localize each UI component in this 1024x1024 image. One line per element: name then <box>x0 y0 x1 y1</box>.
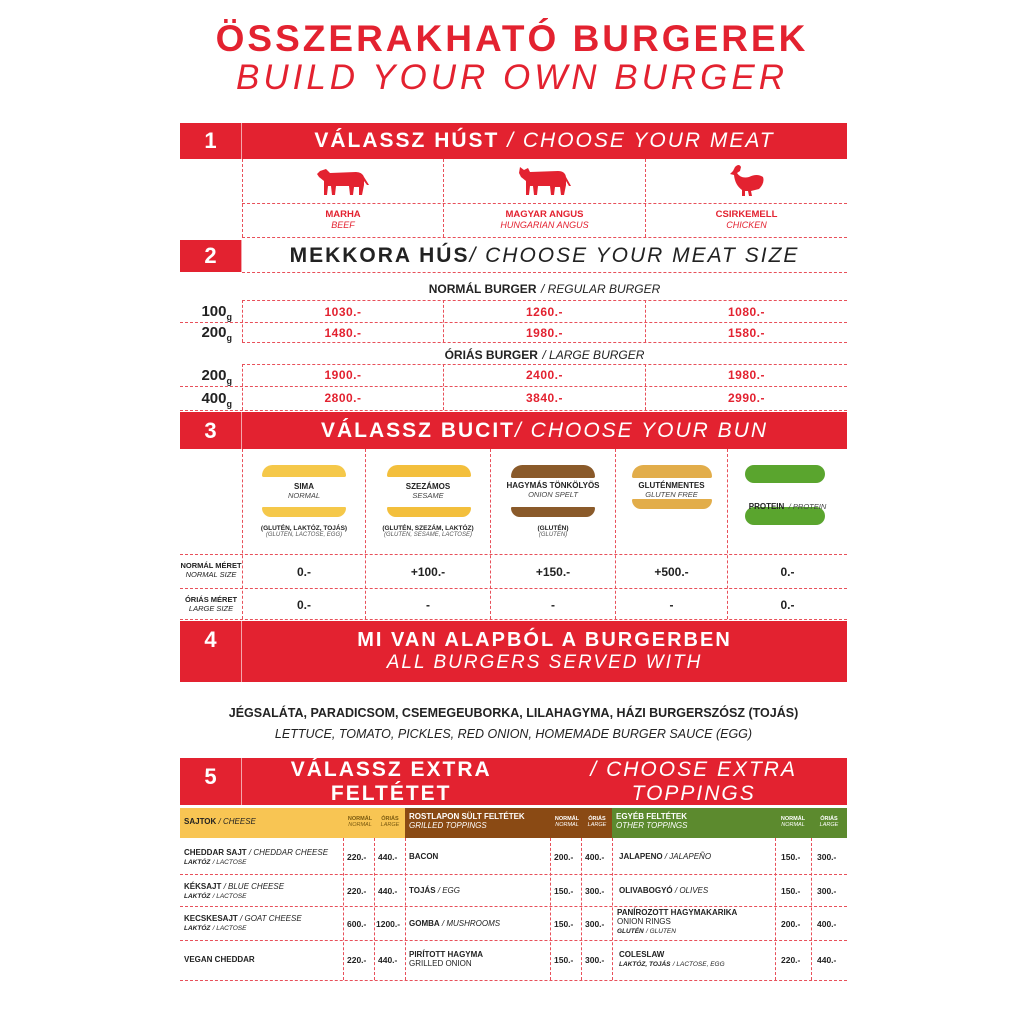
topping-item: BACON <box>409 852 439 861</box>
topping-price: 400.- <box>585 852 605 862</box>
topping-price: 600.- <box>347 919 367 929</box>
cow-icon <box>243 163 443 202</box>
bun-name: SIMA <box>294 482 314 491</box>
meat-name: MARHA <box>325 209 361 220</box>
lettuce-icon <box>745 465 825 525</box>
bun-price: 0.- <box>296 565 311 579</box>
step-title-hu: VÁLASSZ EXTRA FELTÉTET <box>290 757 492 805</box>
bull-icon <box>444 163 645 202</box>
topping-price: 220.- <box>347 955 367 965</box>
bun-name: GLUTÉNMENTES <box>638 481 705 490</box>
bun-sub: SESAME <box>412 491 444 500</box>
topping-price: 440.- <box>378 886 398 896</box>
bun-allergens-en: (GLUTEN) <box>538 532 568 538</box>
topping-item: PIRÍTOTT HAGYMA GRILLED ONION <box>409 950 484 968</box>
other-group-header: EGYÉB FELTÉTEK OTHER TOPPINGS NORMÁL NORMAL ÓRIÁS LARGE <box>612 808 847 838</box>
step-title-en: / CHOOSE EXTRA TOPPINGS <box>590 757 797 805</box>
topping-price: 300.- <box>817 886 837 896</box>
topping-price: 400.- <box>817 919 837 929</box>
normal-burger-label: NORMÁL BURGER <box>428 282 537 296</box>
price-cell: 2400.- <box>525 368 564 382</box>
chicken-icon <box>646 163 847 202</box>
bun-name: HAGYMÁS TÖNKÖLYÖS <box>506 481 600 490</box>
topping-item: COLESLAW LAKTÓZ, TOJÁS / LACTOSE, EGG <box>619 950 725 968</box>
topping-price: 300.- <box>585 955 605 965</box>
bun-price: +150.- <box>535 565 571 579</box>
step4-header <box>180 621 847 682</box>
grilled-group-header: ROSTLAPON SÜLT FELTÉTEK GRILLED TOPPINGS NORMÁL NORMAL ÓRIÁS LARGE <box>405 808 612 838</box>
bun-allergens: (GLUTÉN, LAKTÓZ, TOJÁS) <box>260 525 348 532</box>
normal-size-label: NORMÁL MÉRET <box>180 561 242 570</box>
weight-label: $100_g$ <box>201 303 232 322</box>
topping-price: 220.- <box>347 886 367 896</box>
step2-header <box>180 240 847 272</box>
topping-item: CHEDDAR SAJT / CHEDDAR CHEESE LAKTÓZ / LACTOSE <box>184 848 329 866</box>
bun-sub: NORMAL <box>287 491 321 500</box>
price-cell: 1030.- <box>324 305 362 319</box>
bun-price: - <box>669 598 674 612</box>
topping-price: 150.- <box>554 919 574 929</box>
topping-price: 300.- <box>585 919 605 929</box>
meat-name: MAGYAR ANGUS <box>505 209 584 220</box>
bun-price: +100.- <box>410 565 446 579</box>
weight-label: $400_g$ <box>201 390 232 409</box>
large-size-label-en: LARGE SIZE <box>188 604 234 613</box>
topping-price: 440.- <box>817 955 837 965</box>
cheese-group-header: SAJTOK / CHEESE NORMÁL NORMAL ÓRIÁS LARGE <box>180 808 405 838</box>
topping-price: 220.- <box>781 955 801 965</box>
bun-price: 0.- <box>780 565 795 579</box>
topping-item: VEGAN CHEDDAR <box>184 955 255 964</box>
meat-sub: CHICKEN <box>726 220 767 230</box>
title-hungarian: ÖSSZERAKHATÓ BURGEREK <box>215 18 809 59</box>
normal-burger-label-en: / REGULAR BURGER <box>540 282 661 296</box>
step1-header <box>180 123 847 159</box>
weight-label: $200_g$ <box>201 324 232 343</box>
topping-price: 440.- <box>378 955 398 965</box>
meat-sub: HUNGARIAN ANGUS <box>500 220 589 230</box>
base-ingredients-en: LETTUCE, TOMATO, PICKLES, RED ONION, HOMEMADE BURGER SAUCE (EGG) <box>274 727 753 741</box>
price-cell: 1980.- <box>525 326 564 340</box>
topping-item: KECSKESAJT / GOAT CHEESE LAKTÓZ / LACTOSE <box>184 914 302 932</box>
topping-price: 150.- <box>781 852 801 862</box>
bun-allergens-en: (GLUTEN, LACTOSE, EGG) <box>265 532 343 538</box>
topping-price: 150.- <box>781 886 801 896</box>
step-number: 1 <box>180 123 242 159</box>
large-burger-label-en: / LARGE BURGER <box>542 348 645 362</box>
price-cell: 1260.- <box>525 305 564 319</box>
topping-price: 300.- <box>585 886 605 896</box>
step-title-hu: VÁLASSZ HÚST <box>314 129 500 152</box>
step-title-en: / CHOOSE YOUR MEAT SIZE <box>469 244 800 267</box>
topping-price: 150.- <box>554 955 574 965</box>
step-number: 2 <box>180 240 242 272</box>
topping-price: 440.- <box>378 852 398 862</box>
bun-price: 0.- <box>296 598 311 612</box>
base-ingredients: JÉGSALÁTA, PARADICSOM, CSEMEGEUBORKA, LILAHAGYMA, HÁZI BURGERSZÓSZ (TOJÁS) <box>228 706 799 720</box>
price-cell: 2800.- <box>324 391 362 405</box>
bun-price: 0.- <box>780 598 795 612</box>
price-cell: 1580.- <box>727 326 766 340</box>
large-burger-label: ÓRIÁS BURGER <box>444 348 538 362</box>
topping-item: PANÍROZOTT HAGYMAKARIKA ONION RINGS GLUTÉN / GLUTEN <box>617 908 738 935</box>
bun-name: PROTEIN <box>748 502 785 511</box>
topping-price: 150.- <box>554 886 574 896</box>
price-cell: 1480.- <box>324 326 362 340</box>
step-title-en: / CHOOSE YOUR MEAT <box>507 129 775 152</box>
bun-sub: ONION SPELT <box>528 490 578 499</box>
topping-price: 220.- <box>347 852 367 862</box>
bun-price: - <box>551 598 555 612</box>
weight-label: $200_g$ <box>201 367 232 386</box>
step-title-en: ALL BURGERS SERVED WITH <box>386 652 703 673</box>
topping-item: GOMBA / MUSHROOMS <box>409 919 501 928</box>
topping-price: 200.- <box>554 852 574 862</box>
bun-allergens-en: (GLUTEN, SESAME, LACTOSE) <box>384 532 472 538</box>
step5-header <box>180 758 847 805</box>
topping-price: 200.- <box>781 919 801 929</box>
topping-item: OLIVABOGYÓ / OLIVES <box>619 886 709 895</box>
bun-price: - <box>426 598 430 612</box>
topping-price: 300.- <box>817 852 837 862</box>
step-number: 4 <box>180 621 242 682</box>
meat-name: CSIRKEMELL <box>715 209 778 220</box>
bun-name: SZEZÁMOS <box>405 482 451 491</box>
topping-item: TOJÁS / EGG <box>409 886 460 895</box>
price-cell: 1080.- <box>727 305 766 319</box>
price-cell: 3840.- <box>525 391 564 405</box>
bun-sub: GLUTEN FREE <box>645 490 698 499</box>
price-cell: 1900.- <box>324 368 362 382</box>
meat-sub: BEEF <box>331 220 355 230</box>
step-number: 3 <box>180 412 242 449</box>
step-number: 5 <box>180 758 242 805</box>
price-cell: 1980.- <box>727 368 766 382</box>
step-title-en: / CHOOSE YOUR BUN <box>515 418 768 442</box>
topping-price: 1200.- <box>376 919 401 929</box>
title-english: BUILD YOUR OWN BURGER <box>235 58 789 97</box>
topping-item: JALAPENO / JALAPEÑO <box>619 852 712 861</box>
step3-header <box>180 412 847 449</box>
step-title-hu: MEKKORA HÚS <box>289 244 470 267</box>
step-title-hu: MI VAN ALAPBÓL A BURGERBEN <box>357 629 732 651</box>
step-title-hu: VÁLASSZ BUCIT <box>321 418 515 442</box>
price-cell: 2990.- <box>727 391 766 405</box>
large-size-label: ÓRIÁS MÉRET <box>184 595 238 604</box>
bun-sub: / PROTEIN <box>788 502 827 511</box>
bun-allergens: (GLUTÉN, SZEZÁM, LAKTÓZ) <box>382 525 474 532</box>
topping-item: KÉKSAJT / BLUE CHEESE LAKTÓZ / LACTOSE <box>184 882 285 900</box>
normal-size-label-en: NORMAL SIZE <box>185 570 237 579</box>
bun-price: +500.- <box>654 565 689 579</box>
bun-allergens: (GLUTÉN) <box>537 525 569 532</box>
